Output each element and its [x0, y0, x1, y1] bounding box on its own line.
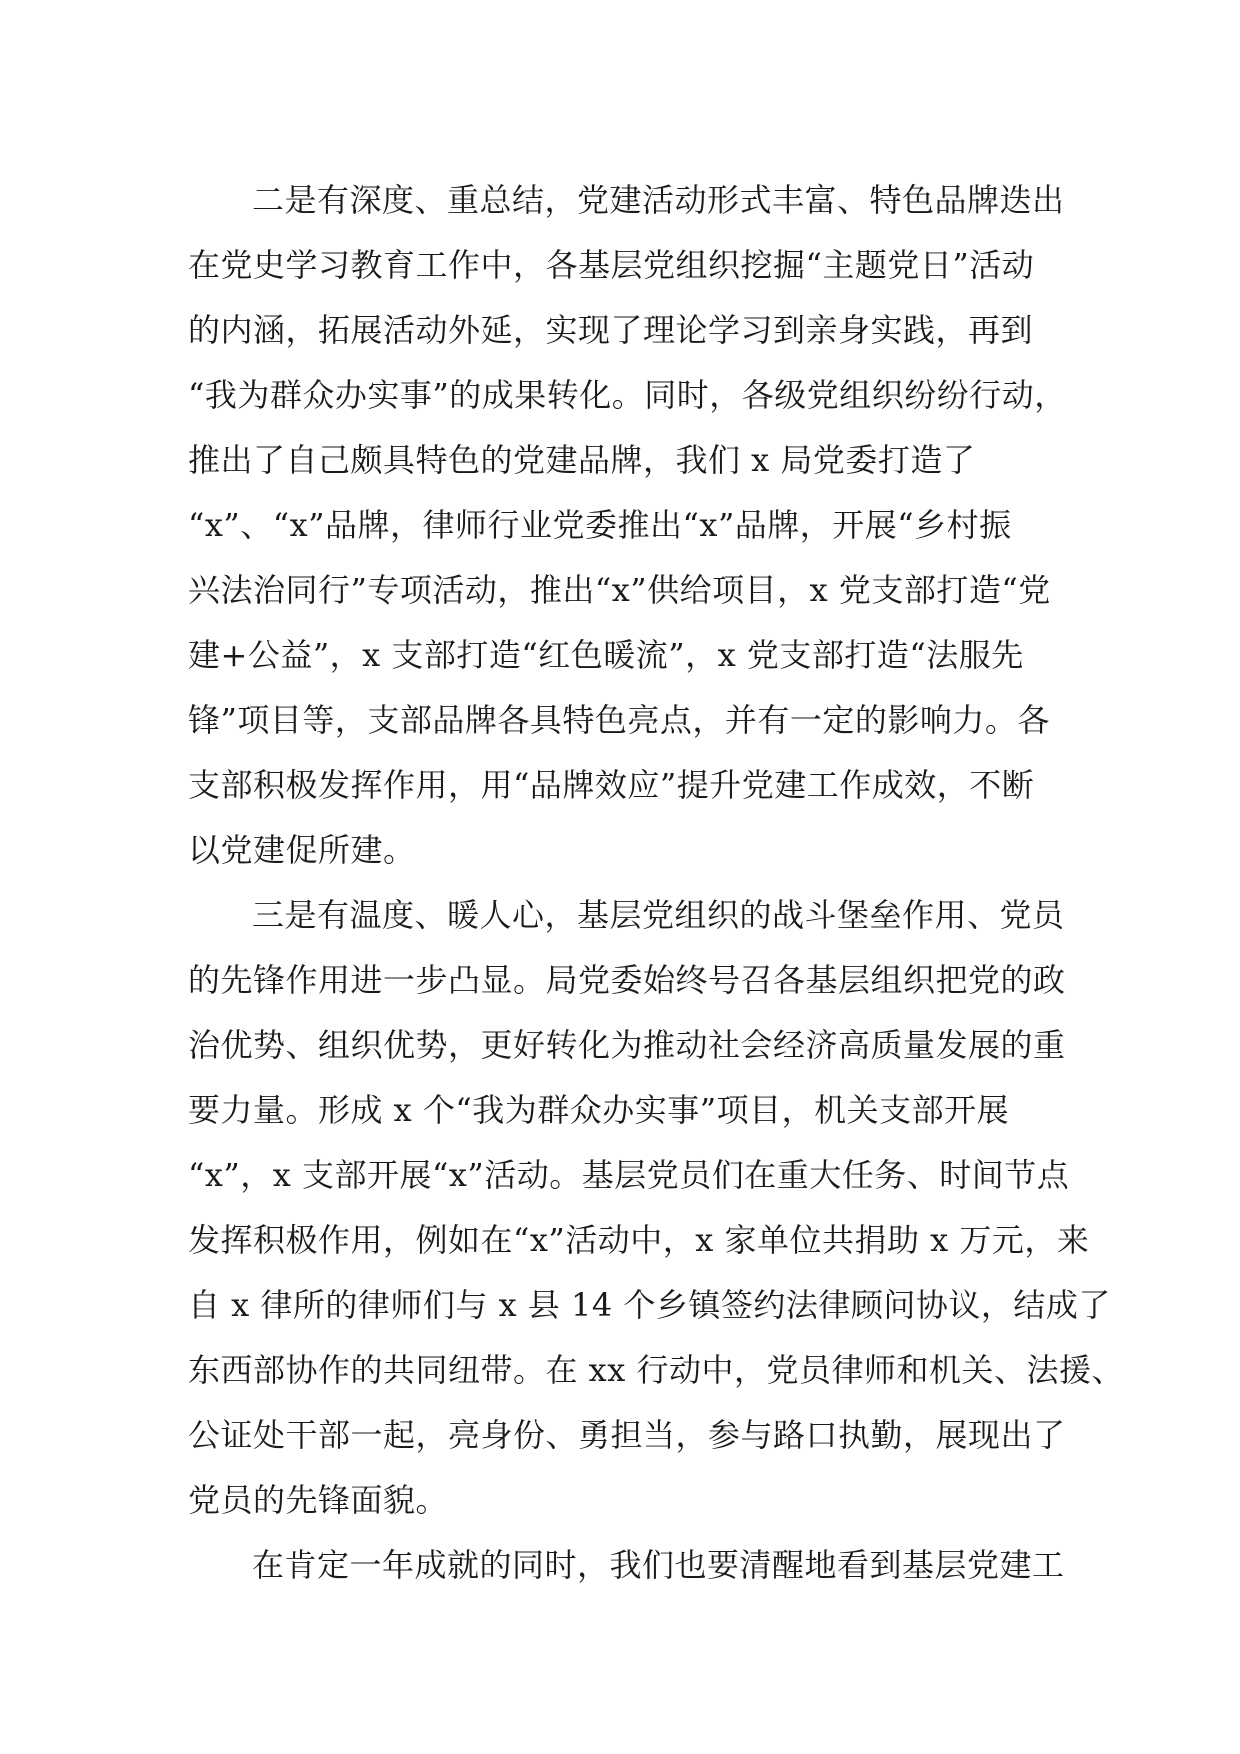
- text-line: 在肯定一年成就的同时，我们也要清醒地看到基层党建工: [252, 1546, 1065, 1584]
- text-line: 三是有温度、暖人心，基层党组织的战斗堡垒作用、党员: [252, 896, 1065, 934]
- text-line: 治优势、组织优势，更好转化为推动社会经济高质量发展的重: [188, 1026, 1066, 1064]
- text-line: “我为群众办实事”的成果转化。同时，各级党组织纷纷行动，: [188, 376, 1067, 414]
- text-line: “x”、“x”品牌，律师行业党委推出“x”品牌，开展“乡村振: [188, 506, 1012, 544]
- text-line: 以党建促所建。: [188, 831, 416, 869]
- text-line: “x”，x 支部开展“x”活动。基层党员们在重大任务、时间节点: [188, 1156, 1070, 1194]
- text-line: 兴法治同行”专项活动，推出“x”供给项目，x 党支部打造“党: [188, 571, 1051, 609]
- text-line: 支部积极发挥作用，用“品牌效应”提升党建工作成效，不断: [188, 766, 1035, 804]
- text-line: 要力量。形成 x 个“我为群众办实事”项目，机关支部开展: [188, 1091, 1010, 1129]
- text-line: 推出了自己颇具特色的党建品牌，我们 x 局党委打造了: [188, 441, 976, 479]
- text-line: 的先锋作用进一步凸显。局党委始终号召各基层组织把党的政: [188, 961, 1066, 999]
- text-line: 在党史学习教育工作中，各基层党组织挖掘“主题党日”活动: [188, 246, 1035, 284]
- text-line: 发挥积极作用，例如在“x”活动中，x 家单位共捐助 x 万元，来: [188, 1221, 1090, 1259]
- text-line: 锋”项目等，支部品牌各具特色亮点，并有一定的影响力。各: [188, 701, 1050, 739]
- text-line: 建+公益”，x 支部打造“红色暖流”，x 党支部打造“法服先: [188, 636, 1024, 674]
- text-line: 二是有深度、重总结，党建活动形式丰富、特色品牌迭出: [252, 181, 1065, 219]
- text-line: 的内涵，拓展活动外延，实现了理论学习到亲身实践，再到: [188, 311, 1034, 349]
- text-line: 公证处干部一起，亮身份、勇担当，参与路口执勤，展现出了: [188, 1416, 1066, 1454]
- text-line: 自 x 律所的律师们与 x 县 14 个乡镇签约法律顾问协议，结成了: [188, 1286, 1111, 1324]
- text-line: 党员的先锋面貌。: [188, 1481, 449, 1519]
- text-line: 东西部协作的共同纽带。在 xx 行动中，党员律师和机关、法援、: [188, 1351, 1124, 1389]
- body-text: [188, 168, 1124, 1598]
